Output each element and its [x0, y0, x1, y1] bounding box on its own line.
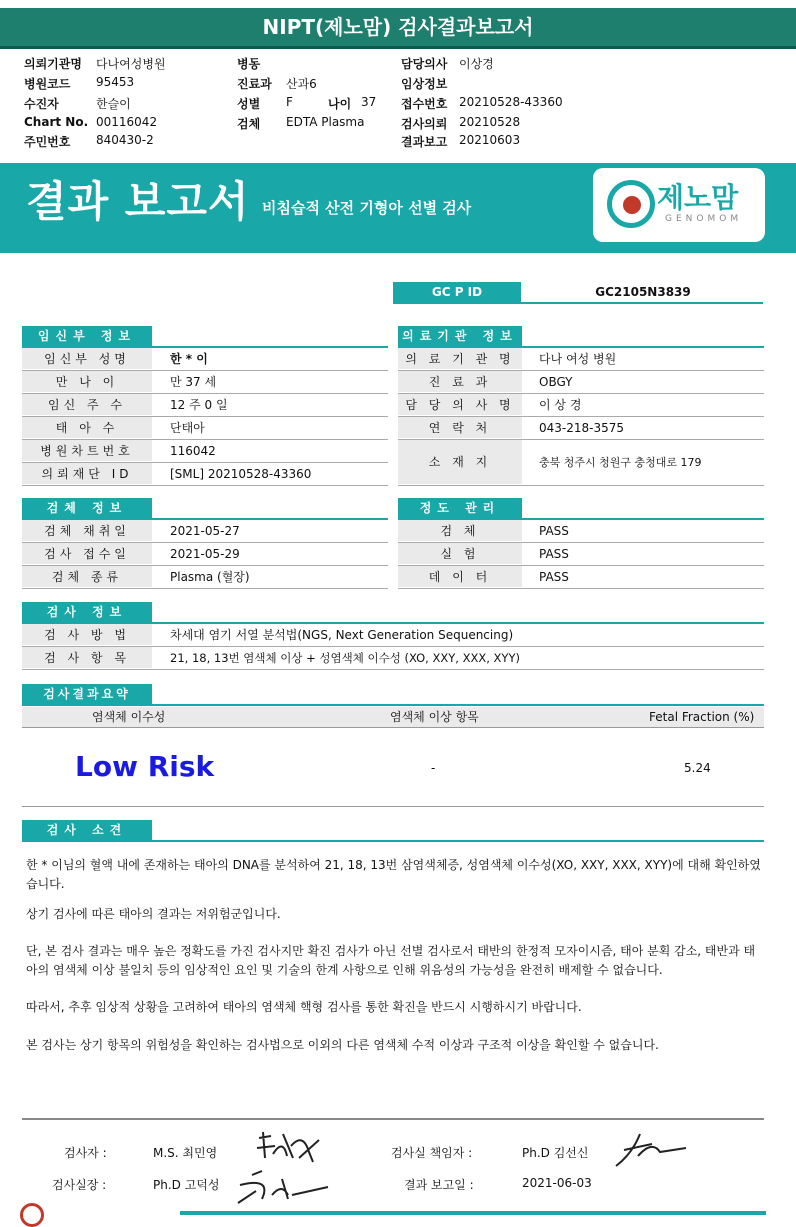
row-value: 21, 18, 13번 염색체 이상 + 성염색체 이수성 (XO, XXY, XXX, XYY) — [170, 651, 520, 665]
table-row — [22, 463, 388, 486]
table-row — [22, 417, 388, 440]
row-key: 임신 주 수 — [22, 394, 152, 415]
row-value: 이 상 경 — [539, 398, 582, 412]
row-key: 태 아 수 — [22, 417, 152, 438]
field-label: 접수번호 — [401, 97, 448, 111]
gc-pid-label: GC P ID — [393, 282, 521, 302]
gc-pid-value: GC2105N3839 — [523, 282, 763, 304]
row-key: 검체 채취일 — [22, 520, 152, 541]
row-value: Plasma (혈장) — [170, 570, 250, 584]
row-value: 043-218-3575 — [539, 421, 625, 435]
report-date: 2021-06-03 — [522, 1176, 592, 1190]
director-signature — [232, 1165, 332, 1207]
field-label: 진료과 — [237, 77, 272, 91]
field-label: 결과보고 — [401, 135, 448, 149]
field-label: Chart No. — [24, 115, 89, 129]
table-row — [22, 520, 388, 543]
row-key: 연 락 처 — [398, 417, 522, 438]
table-row — [22, 566, 388, 589]
field-label: 나이 — [328, 97, 352, 111]
section-opinion: 검사 소견 — [22, 820, 152, 840]
director-label: 검사실장 : — [52, 1178, 107, 1192]
field-label: 검사의뢰 — [401, 117, 448, 131]
field-label: 의뢰기관명 — [24, 57, 82, 71]
opinion-paragraph: 상기 검사에 따른 태아의 결과는 저위험군입니다. — [26, 907, 281, 921]
row-key: 실 험 — [398, 543, 522, 564]
row-value: PASS — [539, 524, 569, 538]
row-value: 충북 청주시 청원구 충청대로 179 — [539, 456, 702, 469]
row-value: PASS — [539, 547, 569, 561]
row-key: 담 당 의 사 명 — [398, 394, 522, 415]
table-row — [22, 647, 764, 670]
row-value: 2021-05-27 — [170, 524, 240, 538]
logo-tag: GENOMOM — [665, 214, 743, 224]
row-key: 검사 접수일 — [22, 543, 152, 564]
abnormal-value: - — [431, 761, 436, 775]
opinion-paragraph: 따라서, 추후 임상적 상황을 고려하여 태아의 염색체 핵형 검사를 통한 확진을 반드시 시행하시기 바랍니다. — [26, 1000, 582, 1014]
table-row — [398, 440, 764, 486]
result-low-risk: Low Risk — [75, 750, 215, 783]
field-value: 다나여성병원 — [96, 57, 166, 71]
table-row — [398, 543, 764, 566]
summary-col-aneuploidy: 염색체 이수성 — [92, 710, 166, 724]
table-row — [22, 348, 388, 371]
section-pregnant: 임신부 정보 — [22, 326, 152, 346]
summary-col-abnormal: 염색체 이상 항목 — [390, 710, 479, 724]
table-row — [398, 348, 764, 371]
row-key: 만 나 이 — [22, 371, 152, 392]
row-key: 임신부 성명 — [22, 348, 152, 369]
field-value: 840430-2 — [96, 133, 154, 147]
field-label: 병동 — [237, 57, 261, 71]
field-label: 검체 — [237, 117, 261, 131]
opinion-paragraph: 단, 본 검사 결과는 매우 높은 정확도를 가진 검사지만 확진 검사가 아닌 선별 검사로서 태반의 한정적 모자이시즘, 태아 분획 감소, 태반과 태아의 염색체 이상 불일치 등의 임상적인 요인 및 기술의 한계 사항으로 인해 위음성의 가능성을 완전히 배제할 수 없습니다. — [26, 944, 756, 977]
row-value: 116042 — [170, 444, 216, 458]
field-label: 담당의사 — [401, 57, 448, 71]
field-value: 20210603 — [459, 133, 521, 147]
row-key: 검체 종류 — [22, 566, 152, 587]
row-value: [SML] 20210528-43360 — [170, 467, 312, 481]
row-value: PASS — [539, 570, 569, 584]
field-label: 주민번호 — [24, 135, 71, 149]
table-row — [398, 520, 764, 543]
table-row — [398, 394, 764, 417]
table-row — [22, 543, 388, 566]
opinion-paragraph: 한 * 이님의 혈액 내에 존재하는 태아의 DNA를 분석하여 21, 18, 13번 삼염색체증, 성염색체 이수성(XO, XXY, XXX, XYY)에 대해 확인하였습니다. — [26, 858, 761, 891]
lab-manager-label: 검사실 책임자 : — [391, 1146, 473, 1160]
field-label: 수진자 — [24, 97, 59, 111]
tester-name: M.S. 최민영 — [153, 1146, 218, 1160]
row-value: 다나 여성 병원 — [539, 352, 617, 366]
field-label: 병원코드 — [24, 77, 71, 91]
section-summary: 검사결과요약 — [22, 684, 152, 704]
table-row — [22, 371, 388, 394]
field-value: 산과6 — [286, 77, 317, 91]
row-key: 데 이 터 — [398, 566, 522, 587]
table-row — [22, 440, 388, 463]
tester-label: 검사자 : — [64, 1146, 107, 1160]
row-value: 만 37 세 — [170, 375, 217, 389]
genomom-logo — [593, 168, 765, 242]
row-value: 12 주 0 일 — [170, 398, 228, 412]
section-test: 검사 정보 — [22, 602, 152, 622]
row-key: 병원차트번호 — [22, 440, 152, 461]
field-value: 95453 — [96, 75, 135, 89]
table-row — [22, 394, 388, 417]
row-value: 차세대 염기 서열 분석법(NGS, Next Generation Sequencing) — [170, 628, 514, 642]
row-key: 진 료 과 — [398, 371, 522, 392]
logo-text: 제노맘 — [657, 181, 739, 214]
summary-col-fetal-fraction: Fetal Fraction (%) — [649, 710, 755, 724]
row-value: 단태아 — [170, 421, 205, 435]
row-key: 의 료 기 관 명 — [398, 348, 522, 369]
field-value: 37 — [361, 95, 377, 109]
report-date-label: 결과 보고일 : — [404, 1178, 474, 1192]
field-label: 성별 — [237, 97, 261, 111]
row-value: 2021-05-29 — [170, 547, 240, 561]
section-qc: 정도 관리 — [398, 498, 522, 518]
fetal-fraction-value: 5.24 — [684, 761, 711, 775]
summary-header — [22, 707, 764, 727]
genomom-logo-icon — [607, 180, 655, 228]
lab-manager-name: Ph.D 김선신 — [522, 1146, 589, 1160]
director-name: Ph.D 고덕성 — [153, 1178, 220, 1192]
field-value: 한슬이 — [96, 97, 131, 111]
field-value: EDTA Plasma — [286, 115, 365, 129]
section-institution: 의료기관 정보 — [398, 326, 522, 346]
row-key: 소 재 지 — [398, 440, 522, 484]
table-row — [398, 417, 764, 440]
row-key: 검 사 방 법 — [22, 624, 152, 645]
opinion-paragraph: 본 검사는 상기 항목의 위험성을 확인하는 검사법으로 이외의 다른 염색체 수적 이상과 구조적 이상을 확인할 수 없습니다. — [26, 1038, 659, 1052]
field-value: 00116042 — [96, 115, 158, 129]
field-value: F — [286, 95, 293, 109]
row-key: 의뢰재단 ID — [22, 463, 152, 484]
table-row — [398, 371, 764, 394]
banner-title: 결과 보고서 — [26, 177, 250, 226]
row-value: OBGY — [539, 375, 573, 389]
banner-subtitle: 비침습적 산전 기형아 선별 검사 — [262, 199, 472, 217]
lab-manager-signature — [612, 1130, 692, 1170]
report-title: NIPT(제노맘) 검사결과보고서 — [0, 8, 796, 49]
field-value: 20210528-43360 — [459, 95, 563, 109]
table-row — [398, 566, 764, 589]
field-label: 임상정보 — [401, 77, 448, 91]
tester-signature — [253, 1128, 323, 1168]
section-specimen: 검체 정보 — [22, 498, 152, 518]
row-value: 한 * 이 — [170, 352, 208, 366]
field-value: 이상경 — [459, 57, 494, 71]
row-key: 검 체 — [398, 520, 522, 541]
table-row — [22, 624, 764, 647]
field-value: 20210528 — [459, 115, 521, 129]
row-key: 검 사 항 목 — [22, 647, 152, 668]
footer-logo-icon — [20, 1203, 44, 1227]
